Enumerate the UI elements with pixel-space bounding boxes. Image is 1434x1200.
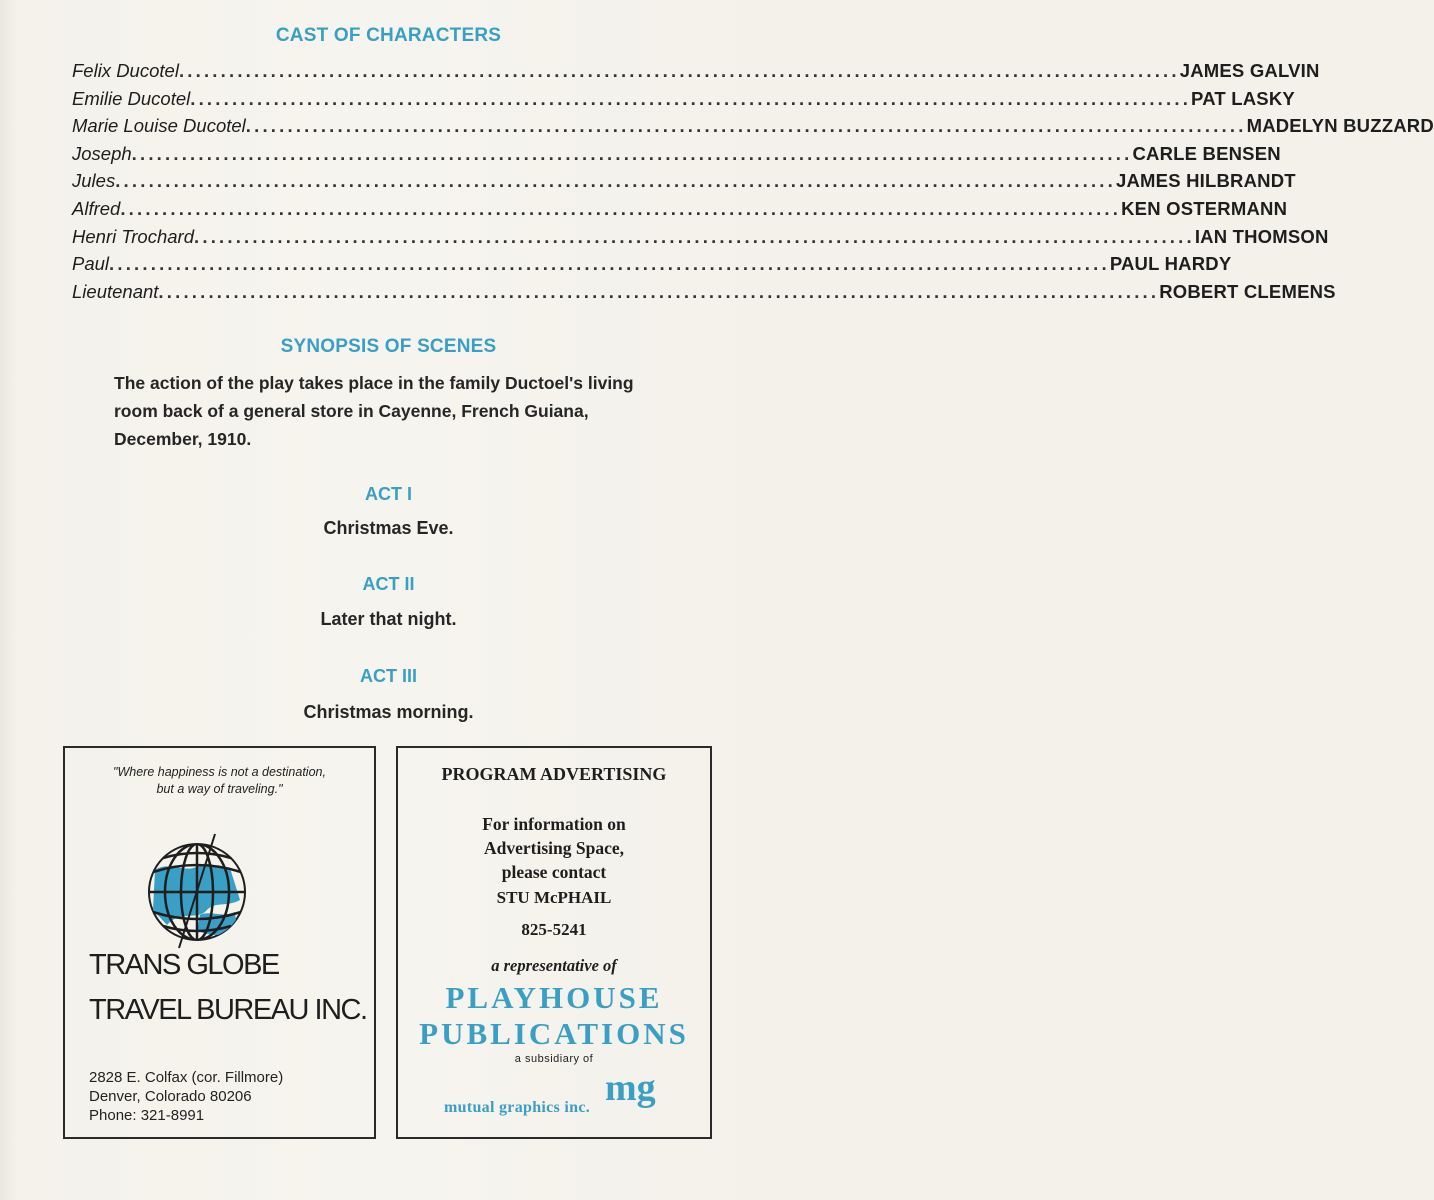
synopsis-text: The action of the play takes place in the family Ductoel's living room back of a general store in Cayenne, French Guiana, December, 1910. <box>114 373 634 449</box>
company-name-line-1: TRANS GLOBE <box>89 949 279 981</box>
cast-actor: CARLE BENSEN <box>1132 142 1281 164</box>
info-line-1: For information on <box>482 814 626 834</box>
cast-actor: PAT LASKY <box>1191 87 1295 109</box>
representative-text: a representative of <box>491 956 617 975</box>
cast-role: Jules <box>72 170 116 192</box>
cast-list <box>72 57 1434 305</box>
act-2-title: ACT II <box>362 574 415 594</box>
phone-line: Phone: 321-8991 <box>89 1107 205 1124</box>
act-1-desc: Christmas Eve. <box>323 518 454 538</box>
cast-row <box>72 57 1320 85</box>
cast-row <box>72 85 1295 113</box>
cast-actor: JAMES GALVIN <box>1179 60 1320 81</box>
contact-name: STU McPHAIL <box>496 888 612 907</box>
publisher-line-2: PUBLICATIONS <box>419 1016 689 1051</box>
cast-actor: KEN OSTERMANN <box>1121 197 1288 219</box>
dot-leader: ........................................................................................................................ <box>120 197 1122 219</box>
cast-actor: PAUL HARDY <box>1109 253 1232 275</box>
subsidiary-text: a subsidiary of <box>514 1053 594 1065</box>
synopsis-heading: SYNOPSIS OF SCENES <box>280 336 497 357</box>
address-line-2: Denver, Colorado 80206 <box>89 1088 252 1105</box>
mg-logo-icon <box>603 1066 673 1109</box>
cast-role: Alfred <box>72 197 121 219</box>
act-2-desc: Later that night. <box>320 609 457 629</box>
address-line-1: 2828 E. Colfax (cor. Fillmore) <box>89 1069 284 1086</box>
cast-role: Lieutenant <box>72 280 159 302</box>
cast-row <box>72 140 1281 168</box>
dot-leader: ........................................................................................................................ <box>115 170 1116 192</box>
globe-icon <box>145 830 255 950</box>
contact-phone: 825-5241 <box>521 920 587 939</box>
cast-role: Marie Louise Ducotel <box>72 115 246 137</box>
info-line-3: please contact <box>501 862 607 882</box>
ad-title: PROGRAM ADVERTISING <box>441 764 667 784</box>
dot-leader: ........................................................................................................................ <box>178 60 1180 81</box>
cast-row <box>72 112 1434 140</box>
cast-actor: ROBERT CLEMENS <box>1159 280 1336 302</box>
info-line-2: Advertising Space, <box>484 838 624 858</box>
ad-info <box>398 812 710 884</box>
mg-logo-text: mg <box>605 1067 656 1109</box>
cast-actor: JAMES HILBRANDT <box>1116 170 1296 192</box>
act-3-desc: Christmas morning. <box>303 702 474 722</box>
cast-role: Paul <box>72 253 110 275</box>
act-3-title: ACT III <box>360 666 417 686</box>
cast-row <box>72 278 1336 306</box>
ad-quote <box>65 764 374 798</box>
company-address <box>89 1068 283 1125</box>
cast-heading: CAST OF CHARACTERS <box>275 25 502 46</box>
program-advertising-ad <box>396 746 712 1139</box>
cast-row <box>72 167 1296 195</box>
dot-leader: ........................................................................................................................ <box>158 280 1160 302</box>
cast-role: Emilie Ducotel <box>72 87 191 109</box>
publisher-name <box>398 980 710 1052</box>
cast-row <box>72 223 1329 251</box>
dot-leader: ........................................................................................................................ <box>131 142 1133 164</box>
publisher-line-1: PLAYHOUSE <box>445 980 663 1015</box>
dot-leader: ........................................................................................................................ <box>245 115 1247 137</box>
cast-row <box>72 250 1232 278</box>
act-1-title: ACT I <box>365 484 412 504</box>
parent-company: mutual graphics inc. <box>444 1099 591 1116</box>
cast-actor: MADELYN BUZZARD <box>1246 115 1434 137</box>
dot-leader: ........................................................................................................................ <box>190 87 1192 109</box>
cast-role: Henri Trochard <box>72 225 195 247</box>
company-name-line-2: TRAVEL BUREAU INC. <box>89 994 367 1026</box>
cast-actor: IAN THOMSON <box>1194 225 1329 247</box>
cast-role: Joseph <box>72 142 132 164</box>
cast-role: Felix Ducotel <box>72 60 179 81</box>
transglobe-ad <box>63 746 376 1139</box>
quote-line-1: "Where happiness is not a destination, <box>113 765 326 779</box>
cast-row <box>72 195 1288 223</box>
quote-line-2: but a way of traveling." <box>156 782 283 796</box>
dot-leader: ........................................................................................................................ <box>109 253 1110 275</box>
dot-leader: ........................................................................................................................ <box>194 225 1195 247</box>
